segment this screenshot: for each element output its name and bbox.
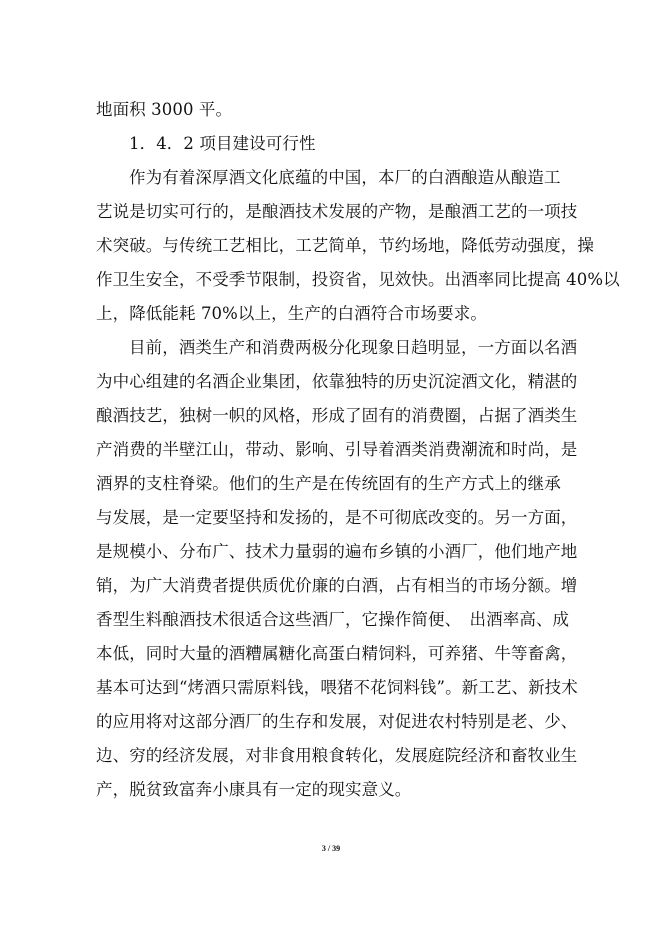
text-line-13: 与发展，是一定要坚持和发扬的，是不可彻底改变的。另一方面， (96, 508, 578, 527)
text-line-18: 基本可达到“烤酒只需原料钱，喂猪不花饲料钱”。新工艺、新技术 (96, 678, 578, 697)
text-line-15: 销，为广大消费者提供质优价廉的白酒，占有相当的市场分额。增 (96, 576, 578, 595)
section-heading: 1．4．2 项目建设可行性 (129, 134, 316, 153)
text-line-8: 目前，酒类生产和消费两极分化现象日趋明显，一方面以名酒 (129, 338, 578, 357)
text-line-4: 艺说是切实可行的，是酿酒技术发展的产物，是酿酒工艺的一项技 (96, 202, 578, 221)
text-line-16: 香型生料酿酒技术很适合这些酒厂，它操作简便、 出酒率高、成 (96, 610, 570, 629)
text-line-14: 是规模小、分布广、技术力量弱的遍布乡镇的小酒厂，他们地产地 (96, 542, 578, 561)
text-line-6: 作卫生安全，不受季节限制，投资省，见效快。出酒率同比提高 40%以 (96, 270, 620, 289)
text-line-12: 酒界的支柱脊梁。他们的生产是在传统固有的生产方式上的继承 (96, 474, 561, 493)
text-line-11: 产消费的半壁江山，带动、影响、引导着酒类消费潮流和时尚，是 (96, 440, 578, 459)
text-line-1: 地面积 3000 平。 (96, 100, 233, 119)
text-line-7: 上，降低能耗 70%以上，生产的白酒符合市场要求。 (96, 304, 487, 323)
text-line-3: 作为有着深厚酒文化底蕴的中国，本厂的白酒酿造从酿造工 (129, 168, 561, 187)
text-line-17: 本低，同时大量的酒糟属糖化高蛋白精饲料，可养猪、牛等畜禽， (96, 644, 578, 663)
text-line-5: 术突破。与传统工艺相比，工艺简单，节约场地，降低劳动强度，操 (96, 236, 594, 255)
text-line-9: 为中心组建的名酒企业集团，依靠独特的历史沉淀酒文化，精湛的 (96, 372, 578, 391)
text-line-10: 酿酒技艺，独树一帜的风格，形成了固有的消费圈，占据了酒类生 (96, 406, 578, 425)
text-line-21: 产，脱贫致富奔小康具有一定的现实意义。 (96, 780, 412, 799)
page-number: 3 / 39 (321, 844, 341, 853)
text-line-20: 边、穷的经济发展，对非食用粮食转化，发展庭院经济和畜牧业生 (96, 746, 578, 765)
text-line-19: 的应用将对这部分酒厂的生存和发展，对促进农村特别是老、少、 (96, 712, 578, 731)
